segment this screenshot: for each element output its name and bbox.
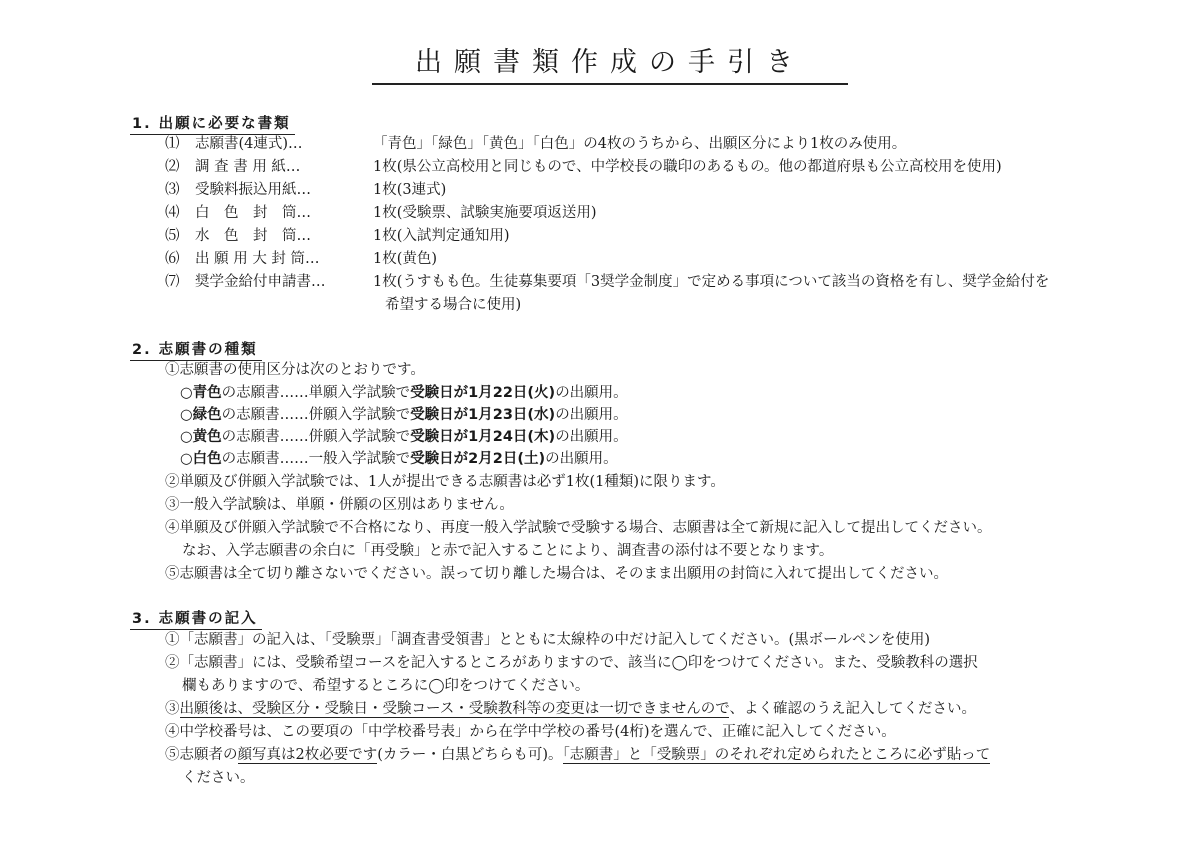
form-color: 黄色 (192, 429, 222, 445)
para-marker: ③ (165, 701, 180, 717)
s3-para-2: ②「志願書」には、受験希望コースを記入するところがありますので、該当に◯印をつけてください。また、受験教科の選択 (165, 655, 978, 671)
section-2-heading: 2. 志願書の種類 (130, 338, 262, 361)
s2-row-4 (180, 449, 618, 469)
row-end: の出願用。 (555, 385, 628, 401)
row-end: の出願用。 (555, 429, 628, 445)
s2-para-5: ⑤志願書は全て切り離さないでください。誤って切り離した場合は、そのまま出願用の封筒に入れて提出してください。 (165, 566, 948, 582)
item-label: 出 願 用 大 封 筒… (195, 251, 320, 267)
s3-para-4: ④中学校番号は、この要項の「中学校番号表」から在学中学校の番号(4桁)を選んで、正確に記入してください。 (165, 724, 896, 740)
s2-para-4-continued: なお、入学志願書の余白に「再受験」と赤で記入することにより、調査書の添付は不要となります。 (182, 543, 834, 559)
para-note: (カラー・白黒どちらも可)。 (377, 747, 563, 763)
item-label: 奨学金給付申請書… (195, 274, 326, 290)
s1-item-5 (165, 226, 510, 246)
s3-para-5 (165, 745, 990, 765)
item-label: 調 査 書 用 紙… (195, 159, 301, 175)
s1-item-1 (165, 134, 906, 154)
circle-mark: ○ (180, 385, 193, 401)
s2-para-2: ②単願及び併願入学試験では、1人が提出できる志願書は必ず1枚(1種類)に限ります。 (165, 474, 725, 490)
s3-para-2-continued: 欄もありますので、希望するところに◯印をつけてください。 (182, 678, 590, 694)
item-label: 志願書(4連式)… (195, 136, 303, 152)
item-text: 1枚(黄色) (373, 251, 438, 267)
s2-intro: ①志願書の使用区分は次のとおりです。 (165, 362, 425, 378)
item-label: 白 色 封 筒… (195, 205, 311, 221)
para-rest: 、よく確認のうえ記入してください。 (729, 701, 976, 717)
circle-mark: ○ (180, 451, 193, 467)
item-text: 1枚(県公立高校用と同じもので、中学校長の職印のあるもの。他の都道府県も公立高校用を使用) (373, 159, 1002, 175)
underlined-notice: 出願後は、受験区分・受験日・受験コース・受験教科等の変更は一切できませんので (179, 701, 730, 717)
page-title: 出願書類作成の手引き (372, 40, 848, 85)
item-number: ⑹ (165, 251, 180, 267)
s2-row-2 (180, 405, 628, 425)
circle-mark: ○ (180, 407, 193, 423)
item-number: ⑺ (165, 274, 180, 290)
s1-item-4 (165, 203, 597, 223)
underlined-photo-count: 顔写真は2枚必要です (237, 747, 378, 763)
item-text: 1枚(入試判定通知用) (373, 228, 510, 244)
item-label: 水 色 封 筒… (195, 228, 311, 244)
s1-item-2 (165, 157, 1002, 177)
s3-para-1: ①「志願書」の記入は、「受験票」「調査書受領書」とともに太線枠の中だけ記入してください。(黒ボールペンを使用) (165, 632, 931, 648)
s2-row-3 (180, 427, 628, 447)
para-start: ⑤志願者の (165, 747, 238, 763)
form-color: 青色 (192, 385, 222, 401)
s2-para-4: ④単願及び併願入学試験で不合格になり、再度一般入学試験で受験する場合、志願書は全て新規に記入して提出してください。 (165, 520, 992, 536)
item-text: 「青色」「緑色」「黄色」「白色」の4枚のうちから、出願区分により1枚のみ使用。 (373, 136, 907, 152)
item-number: ⑶ (165, 182, 180, 198)
item-number: ⑵ (165, 159, 180, 175)
item-text: 1枚(3連式) (373, 182, 447, 198)
s2-row-1 (180, 383, 628, 403)
form-color: 緑色 (192, 407, 222, 423)
row-middle: の志願書……併願入学試験で (221, 429, 411, 445)
exam-day: 受験日が1月23日(水) (410, 407, 556, 423)
item-number: ⑴ (165, 136, 180, 152)
row-middle: の志願書……一般入学試験で (221, 451, 411, 467)
s3-para-5-continued: ください。 (182, 770, 255, 786)
s2-para-3: ③一般入学試験は、単願・併願の区別はありません。 (165, 497, 514, 513)
exam-day: 受験日が1月24日(木) (410, 429, 556, 445)
row-end: の出願用。 (555, 407, 628, 423)
item-text: 1枚(うすもも色。生徒募集要項「3奨学金制度」で定める事項について該当の資格を有し、奨学金給付を (373, 274, 1050, 290)
exam-day: 受験日が1月22日(火) (410, 385, 556, 401)
item-text: 1枚(受験票、試験実施要項返送用) (373, 205, 597, 221)
s3-para-3 (165, 699, 976, 719)
circle-mark: ○ (180, 429, 193, 445)
section-3-heading: 3. 志願書の記入 (130, 607, 262, 630)
item-number: ⑸ (165, 228, 180, 244)
item-label: 受験料振込用紙… (195, 182, 311, 198)
section-1-heading: 1. 出願に必要な書類 (130, 112, 295, 135)
row-middle: の志願書……単願入学試験で (221, 385, 411, 401)
row-middle: の志願書……併願入学試験で (221, 407, 411, 423)
item-number: ⑷ (165, 205, 180, 221)
form-color: 白色 (192, 451, 222, 467)
underlined-photo-placement: 「志願書」と「受験票」のそれぞれ定められたところに必ず貼って (562, 747, 991, 763)
row-end: の出願用。 (545, 451, 618, 467)
s1-item-3 (165, 180, 446, 200)
exam-day: 受験日が2月2日(土) (410, 451, 546, 467)
s1-item-6 (165, 249, 437, 269)
s1-item-7-continued: 希望する場合に使用) (385, 297, 522, 313)
s1-item-7 (165, 272, 1049, 292)
